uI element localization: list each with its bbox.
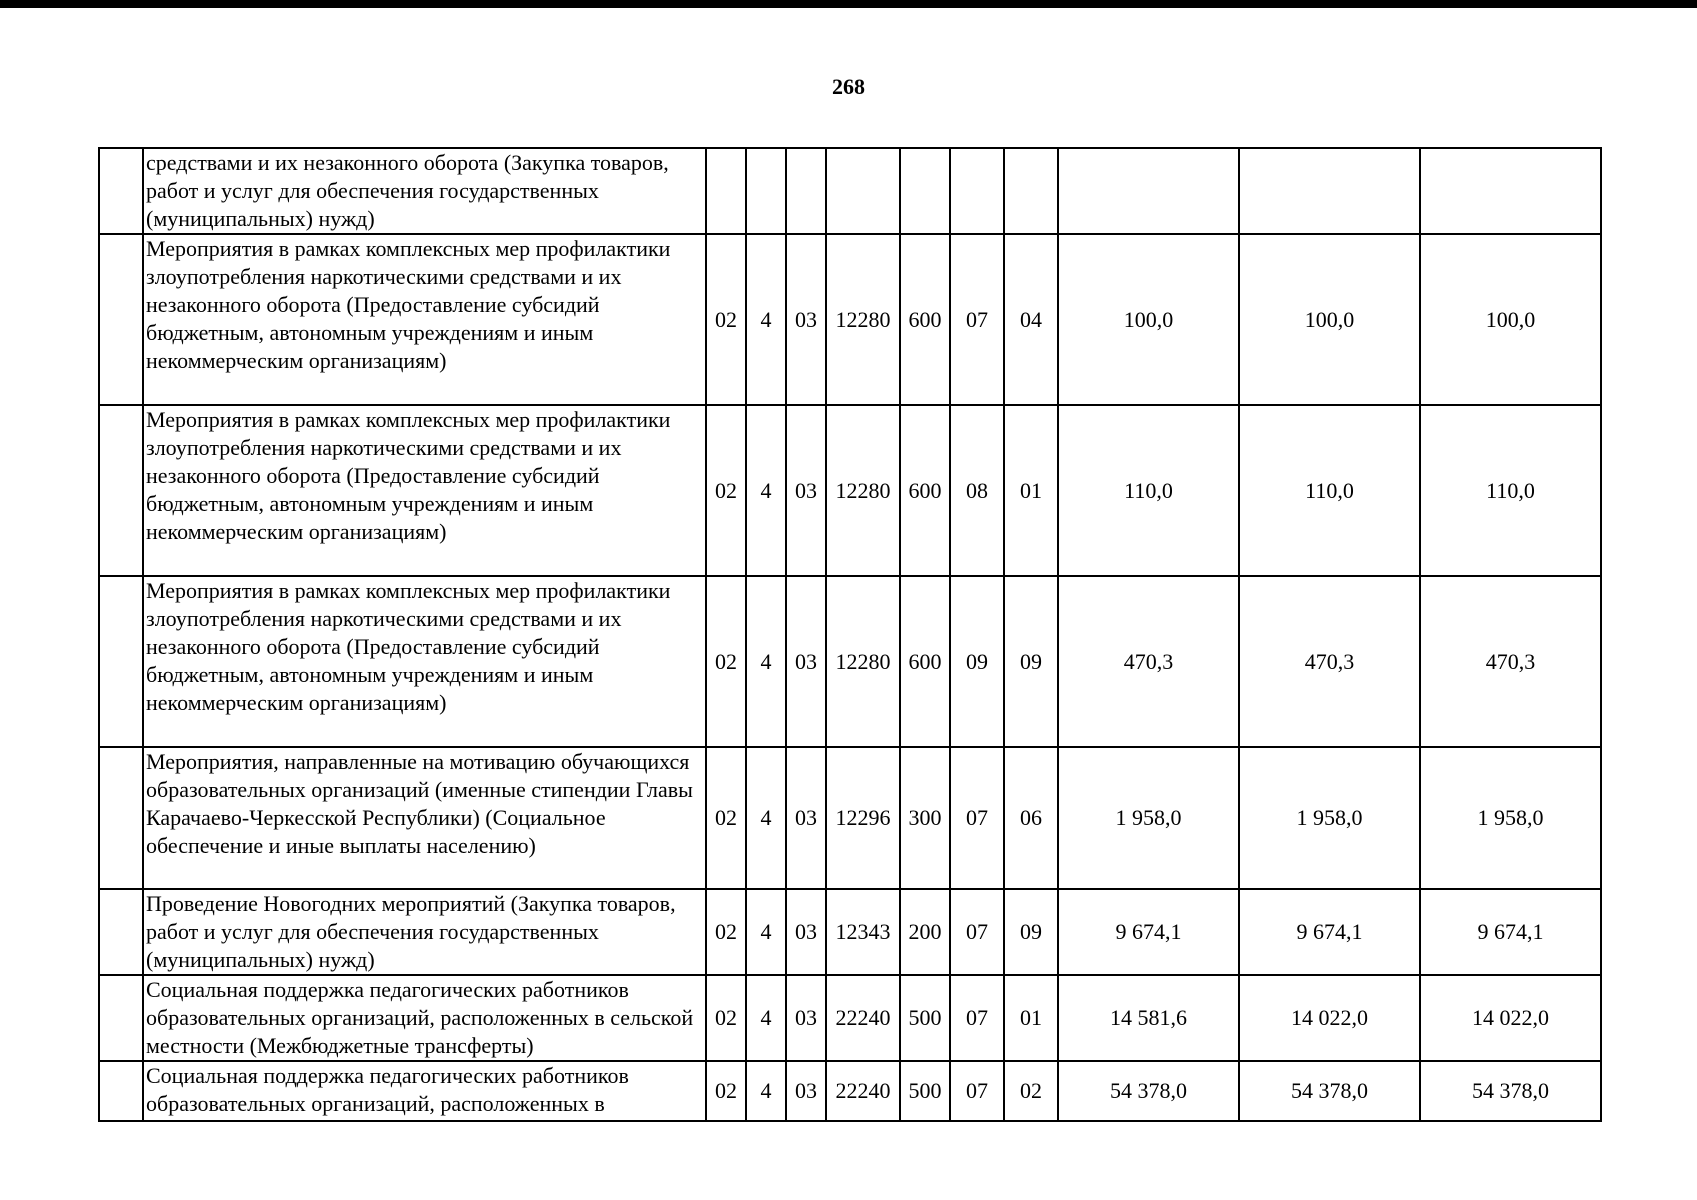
table-row bbox=[99, 747, 1601, 889]
code-cell: 4 bbox=[746, 889, 786, 975]
amount-cell: 54 378,0 bbox=[1420, 1061, 1601, 1121]
row-description: Мероприятия в рамках комплексных мер профилактики злоупотребления наркотическими средствами и их незаконного оборота (Предоставление субсидий бюджетным, автономным учреждениям и иным некоммерческим организациям) bbox=[143, 234, 706, 405]
code-cell: 03 bbox=[786, 747, 826, 889]
page-number: 268 bbox=[832, 74, 865, 99]
amount-cell: 470,3 bbox=[1420, 576, 1601, 747]
amount-cell: 9 674,1 bbox=[1239, 889, 1420, 975]
code-cell: 07 bbox=[950, 1061, 1004, 1121]
table-row bbox=[99, 148, 1601, 234]
code-cell bbox=[786, 148, 826, 234]
code-cell: 01 bbox=[1004, 405, 1058, 576]
code-cell: 02 bbox=[706, 405, 746, 576]
amount-cell: 9 674,1 bbox=[1420, 889, 1601, 975]
code-cell bbox=[826, 148, 900, 234]
amount-cell bbox=[1058, 148, 1239, 234]
amount-cell: 110,0 bbox=[1420, 405, 1601, 576]
row-index-cell bbox=[99, 148, 143, 234]
row-description: Мероприятия в рамках комплексных мер профилактики злоупотребления наркотическими средствами и их незаконного оборота (Предоставление субсидий бюджетным, автономным учреждениям и иным некоммерческим организациям) bbox=[143, 576, 706, 747]
code-cell: 02 bbox=[706, 1061, 746, 1121]
code-cell: 03 bbox=[786, 576, 826, 747]
code-cell bbox=[706, 148, 746, 234]
row-description: Социальная поддержка педагогических работников образовательных организаций, расположенных в bbox=[143, 1061, 706, 1121]
amount-cell: 14 022,0 bbox=[1420, 975, 1601, 1061]
code-cell: 4 bbox=[746, 234, 786, 405]
budget-table bbox=[98, 147, 1602, 1122]
code-cell: 07 bbox=[950, 234, 1004, 405]
code-cell: 07 bbox=[950, 747, 1004, 889]
amount-cell: 1 958,0 bbox=[1420, 747, 1601, 889]
amount-cell: 54 378,0 bbox=[1239, 1061, 1420, 1121]
code-cell: 4 bbox=[746, 975, 786, 1061]
amount-cell: 110,0 bbox=[1058, 405, 1239, 576]
code-cell: 01 bbox=[1004, 975, 1058, 1061]
code-cell: 02 bbox=[706, 889, 746, 975]
amount-cell: 100,0 bbox=[1058, 234, 1239, 405]
code-cell: 300 bbox=[900, 747, 950, 889]
code-cell: 02 bbox=[1004, 1061, 1058, 1121]
amount-cell: 470,3 bbox=[1058, 576, 1239, 747]
code-cell: 12343 bbox=[826, 889, 900, 975]
row-description: Мероприятия, направленные на мотивацию обучающихся образовательных организаций (именные стипендии Главы Карачаево-Черкесской Республики) (Социальное обеспечение и иные выплаты населению) bbox=[143, 747, 706, 889]
table-row bbox=[99, 576, 1601, 747]
code-cell: 200 bbox=[900, 889, 950, 975]
row-index-cell bbox=[99, 1061, 143, 1121]
amount-cell: 9 674,1 bbox=[1058, 889, 1239, 975]
code-cell: 02 bbox=[706, 975, 746, 1061]
code-cell: 12280 bbox=[826, 234, 900, 405]
amount-cell: 1 958,0 bbox=[1058, 747, 1239, 889]
code-cell: 03 bbox=[786, 975, 826, 1061]
code-cell: 03 bbox=[786, 1061, 826, 1121]
amount-cell: 14 581,6 bbox=[1058, 975, 1239, 1061]
row-index-cell bbox=[99, 747, 143, 889]
code-cell: 22240 bbox=[826, 1061, 900, 1121]
code-cell bbox=[1004, 148, 1058, 234]
code-cell: 12280 bbox=[826, 405, 900, 576]
table-row bbox=[99, 1061, 1601, 1121]
row-description: средствами и их незаконного оборота (Закупка товаров, работ и услуг для обеспечения государственных (муниципальных) нужд) bbox=[143, 148, 706, 234]
amount-cell bbox=[1239, 148, 1420, 234]
code-cell: 02 bbox=[706, 234, 746, 405]
code-cell: 06 bbox=[1004, 747, 1058, 889]
code-cell: 12296 bbox=[826, 747, 900, 889]
table-row bbox=[99, 405, 1601, 576]
code-cell: 02 bbox=[706, 576, 746, 747]
amount-cell: 110,0 bbox=[1239, 405, 1420, 576]
amount-cell: 1 958,0 bbox=[1239, 747, 1420, 889]
code-cell: 07 bbox=[950, 975, 1004, 1061]
row-index-cell bbox=[99, 975, 143, 1061]
code-cell: 500 bbox=[900, 1061, 950, 1121]
row-description: Проведение Новогодних мероприятий (Закупка товаров, работ и услуг для обеспечения государственных (муниципальных) нужд) bbox=[143, 889, 706, 975]
row-index-cell bbox=[99, 234, 143, 405]
code-cell: 22240 bbox=[826, 975, 900, 1061]
code-cell bbox=[746, 148, 786, 234]
code-cell: 600 bbox=[900, 405, 950, 576]
code-cell: 12280 bbox=[826, 576, 900, 747]
table-row bbox=[99, 234, 1601, 405]
code-cell: 03 bbox=[786, 889, 826, 975]
table-row bbox=[99, 975, 1601, 1061]
amount-cell bbox=[1420, 148, 1601, 234]
code-cell: 4 bbox=[746, 747, 786, 889]
row-description: Мероприятия в рамках комплексных мер профилактики злоупотребления наркотическими средствами и их незаконного оборота (Предоставление субсидий бюджетным, автономным учреждениям и иным некоммерческим организациям) bbox=[143, 405, 706, 576]
code-cell: 600 bbox=[900, 234, 950, 405]
amount-cell: 470,3 bbox=[1239, 576, 1420, 747]
code-cell: 4 bbox=[746, 1061, 786, 1121]
code-cell: 04 bbox=[1004, 234, 1058, 405]
code-cell bbox=[900, 148, 950, 234]
code-cell: 4 bbox=[746, 405, 786, 576]
code-cell: 4 bbox=[746, 576, 786, 747]
code-cell: 09 bbox=[1004, 889, 1058, 975]
row-description: Социальная поддержка педагогических работников образовательных организаций, расположенных в сельской местности (Межбюджетные трансферты) bbox=[143, 975, 706, 1061]
scan-top-border bbox=[0, 0, 1697, 8]
code-cell: 500 bbox=[900, 975, 950, 1061]
code-cell: 600 bbox=[900, 576, 950, 747]
code-cell bbox=[950, 148, 1004, 234]
amount-cell: 100,0 bbox=[1420, 234, 1601, 405]
code-cell: 02 bbox=[706, 747, 746, 889]
table-row bbox=[99, 889, 1601, 975]
row-index-cell bbox=[99, 576, 143, 747]
code-cell: 07 bbox=[950, 889, 1004, 975]
row-index-cell bbox=[99, 405, 143, 576]
row-index-cell bbox=[99, 889, 143, 975]
code-cell: 03 bbox=[786, 234, 826, 405]
amount-cell: 54 378,0 bbox=[1058, 1061, 1239, 1121]
code-cell: 09 bbox=[1004, 576, 1058, 747]
amount-cell: 100,0 bbox=[1239, 234, 1420, 405]
code-cell: 09 bbox=[950, 576, 1004, 747]
amount-cell: 14 022,0 bbox=[1239, 975, 1420, 1061]
code-cell: 08 bbox=[950, 405, 1004, 576]
code-cell: 03 bbox=[786, 405, 826, 576]
